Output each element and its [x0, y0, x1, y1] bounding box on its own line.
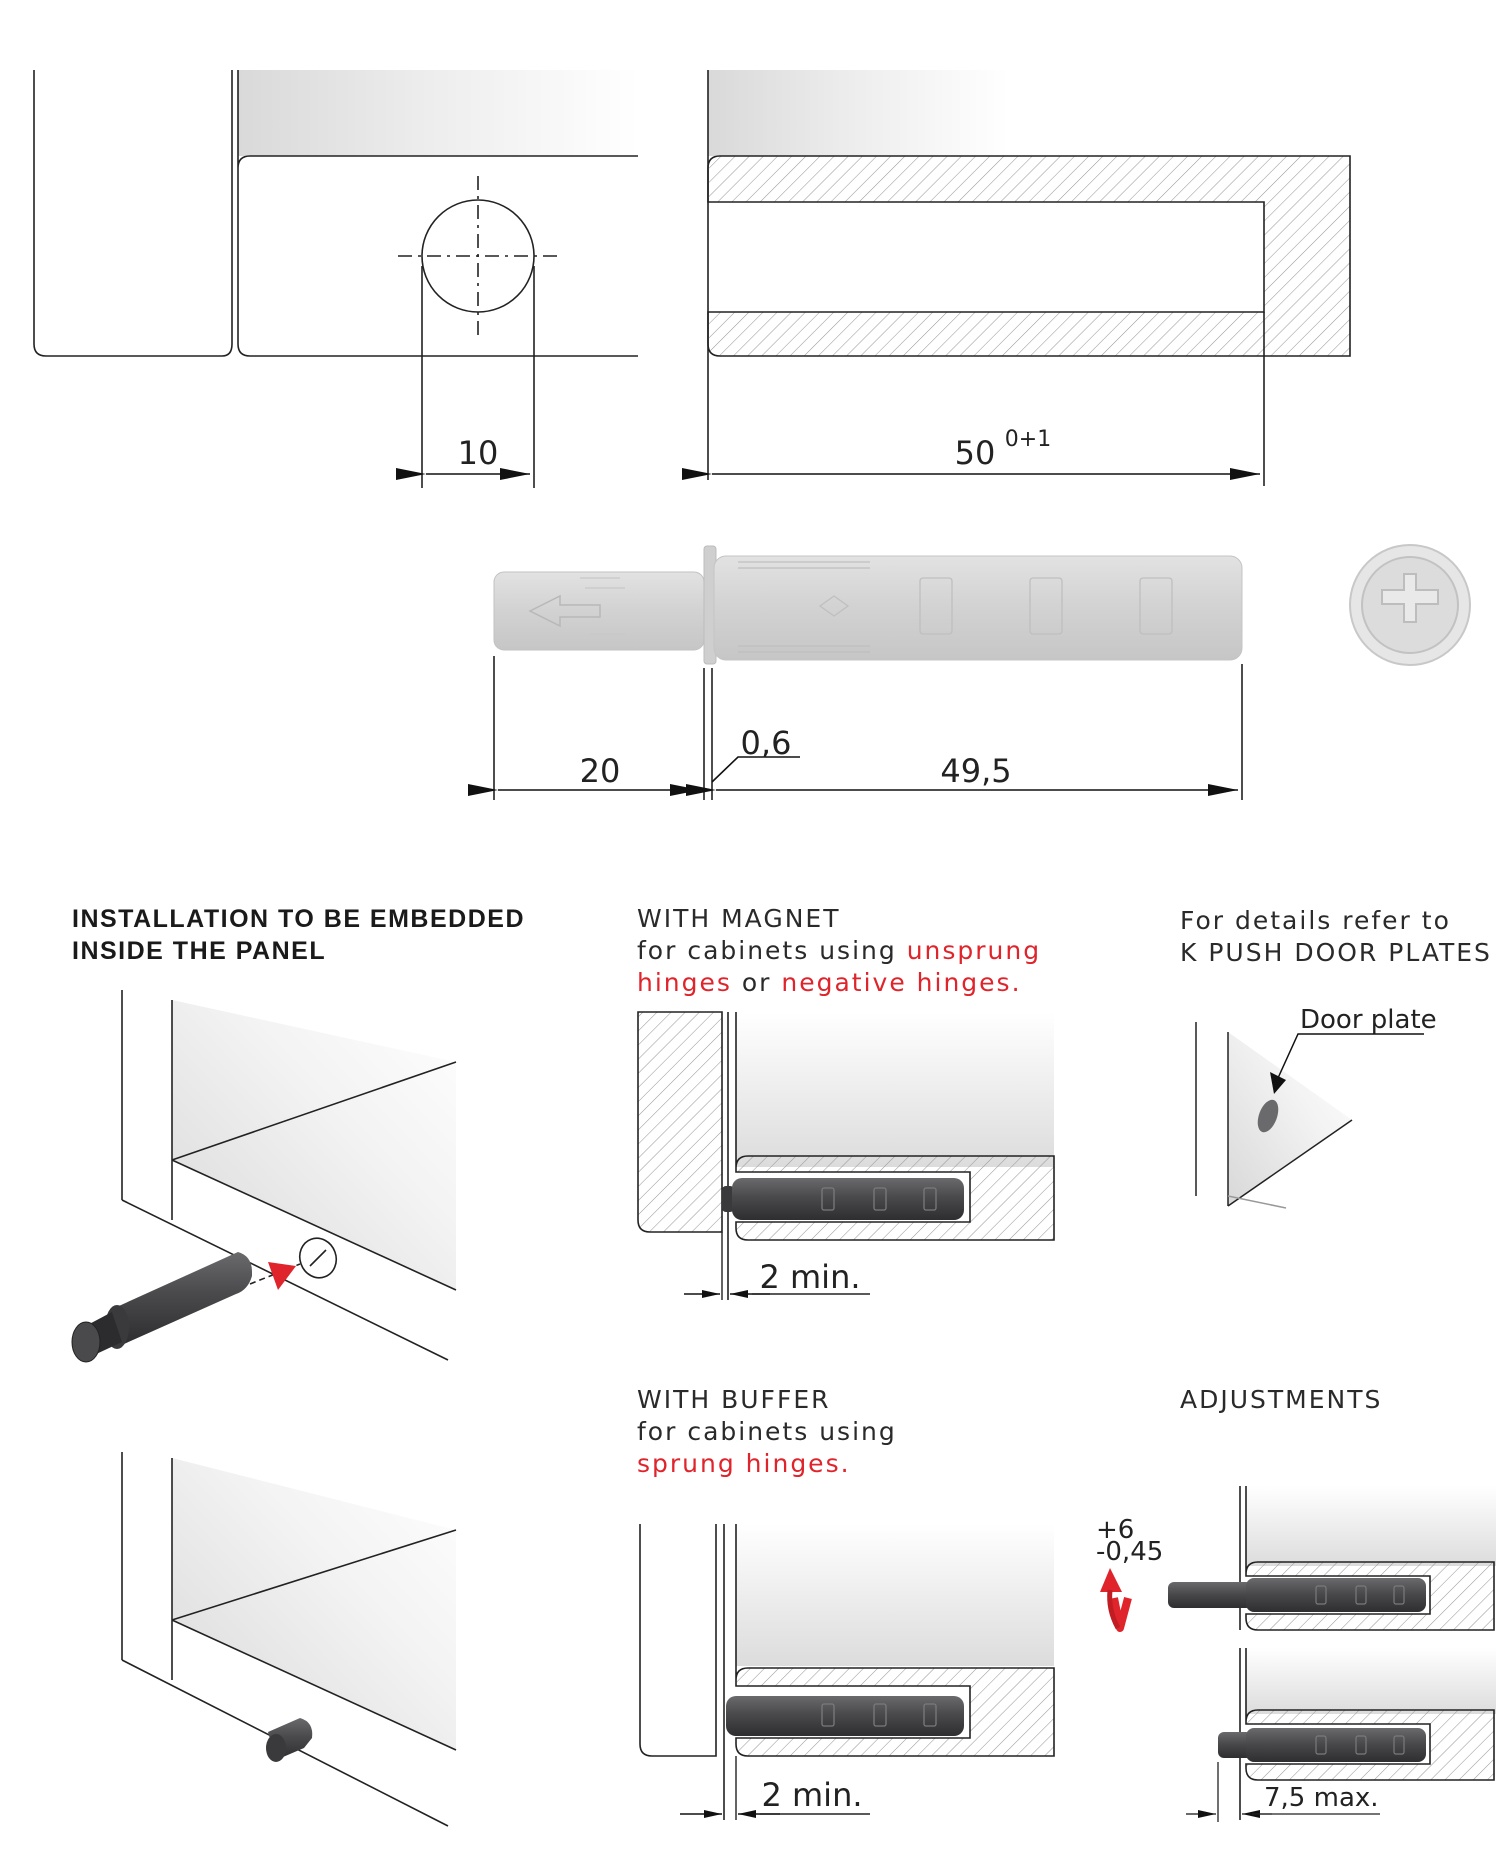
- magnet-or-text: or: [731, 968, 782, 997]
- adjust-latch-extended: [1168, 1578, 1426, 1612]
- plunger-length-label: 20: [579, 752, 621, 790]
- flange-thickness-label: 0,6: [740, 724, 792, 762]
- buffer-title: WITH BUFFER: [637, 1385, 831, 1414]
- installation-title-line1: INSTALLATION TO BE EMBEDDED: [72, 905, 525, 933]
- door-plate-label: Door plate: [1300, 1005, 1437, 1035]
- insert-arrow-icon: [268, 1262, 296, 1290]
- hole-depth-label: 50: [954, 434, 996, 472]
- buffer-sprung-hinges-text: sprung hinges.: [637, 1449, 851, 1478]
- installed-panel-illustration: [122, 1452, 456, 1826]
- adjust-latch-retracted: [1218, 1728, 1426, 1762]
- rotate-adjust-icon: [1100, 1568, 1128, 1628]
- magnet-caption: [637, 903, 1041, 999]
- magnet-title: WITH MAGNET: [637, 904, 841, 933]
- push-latch-side-view: [494, 545, 1470, 665]
- buffer-latch-part: [726, 1696, 964, 1736]
- door-plate-illustration: [1196, 1022, 1424, 1208]
- panel-front-view: [34, 70, 638, 488]
- installation-title: [72, 903, 525, 967]
- magnet-line2-prefix: for cabinets using: [637, 936, 907, 965]
- hole-diameter-label: 10: [457, 434, 499, 472]
- magnet-hinges-text: hinges: [637, 968, 732, 997]
- hole-depth-tolerance: 0+1: [1004, 427, 1052, 452]
- magnet-unsprung-text: unsprung: [906, 936, 1042, 965]
- push-latch-end-icon: [1350, 545, 1470, 665]
- installation-panel-illustration: [72, 990, 456, 1362]
- push-latch-dark-part: [72, 1252, 252, 1362]
- magnet-line2: [637, 935, 1041, 967]
- buffer-min-gap-label: 2 min.: [761, 1776, 863, 1814]
- adjust-max-label: 7,5 max.: [1264, 1783, 1379, 1813]
- buffer-line2: for cabinets using: [637, 1417, 897, 1446]
- details-line1: For details refer to: [1180, 906, 1451, 935]
- adjust-plus-value: +6: [1096, 1515, 1135, 1545]
- magnet-line3: [637, 967, 1041, 999]
- details-line2: K PUSH DOOR PLATES: [1180, 938, 1492, 967]
- installation-title-line2: INSIDE THE PANEL: [72, 937, 327, 965]
- magnet-section-drawing: [638, 1012, 1054, 1300]
- adjustments-title: ADJUSTMENTS: [1180, 1385, 1383, 1414]
- body-length-label: 49,5: [940, 752, 1012, 790]
- magnet-negative-hinges-text: negative hinges.: [781, 968, 1022, 997]
- buffer-caption: [637, 1384, 897, 1480]
- magnet-min-gap-label: 2 min.: [759, 1258, 861, 1296]
- magnet-latch-part: [722, 1178, 964, 1220]
- hole-section-view: [708, 70, 1350, 486]
- details-caption: [1180, 905, 1492, 969]
- adjust-minus-value: -0,45: [1096, 1537, 1164, 1567]
